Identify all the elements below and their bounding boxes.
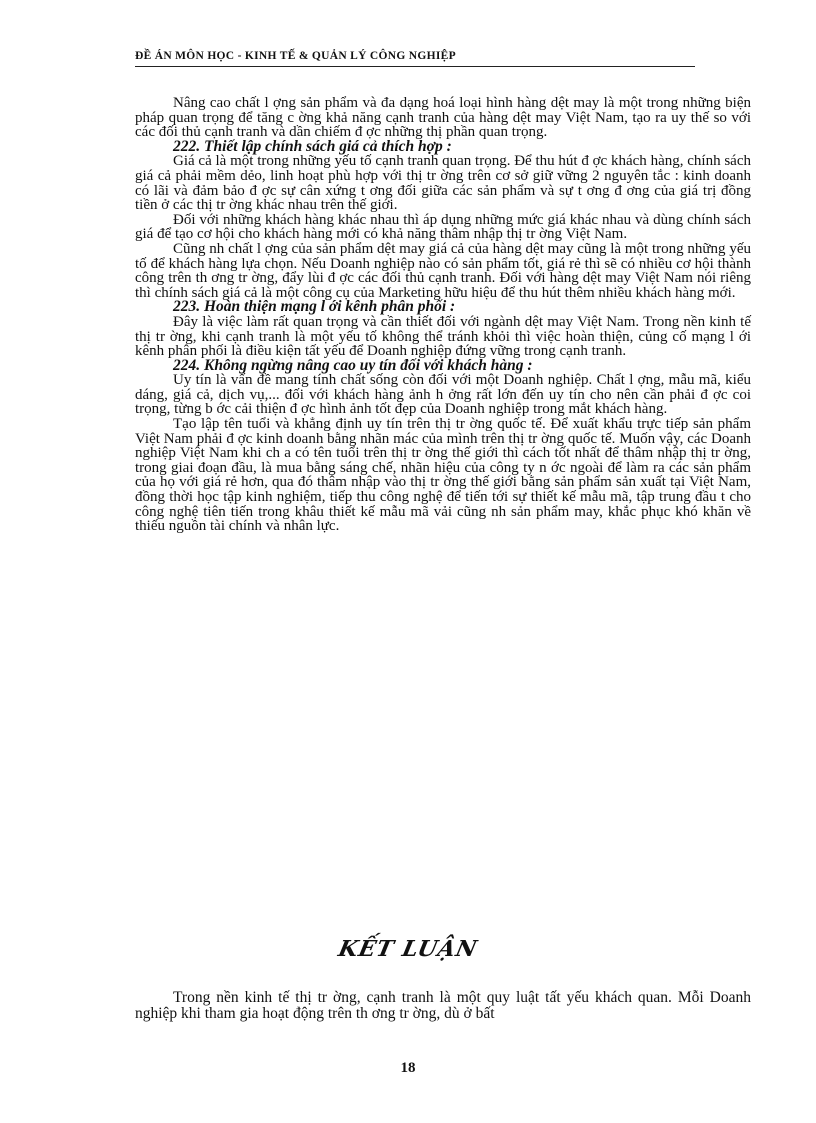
document-body xyxy=(135,96,751,534)
conclusion-title: KẾT LUẬN xyxy=(335,936,481,962)
paragraph-pricing-policy: Giá cả là một trong những yếu tố cạnh tranh quan trọng. Để thu hút đ ợc khách hàng, chính sách giá cả phải mềm dẻo, linh hoạt phù hợp với thị tr ờng trên cơ sở giữ vững 2 nguyên tắc : kinh doanh có lãi và đảm bảo đ ợc sự cân xứng t ơng đối giữa các sản phẩm và sự t ơng đ ơng của giá trị đồng tiền ở các thị tr ờng khác nhau trên thế giới. xyxy=(135,153,751,214)
running-header: ĐỀ ÁN MÔN HỌC - KINH TẾ & QUẢN LÝ CÔNG NGHIỆP xyxy=(135,50,456,62)
paragraph-brand: Tạo lập tên tuổi và khẳng định uy tín trên thị tr ờng quốc tế. Để xuất khẩu trực tiếp sản phẩm Việt Nam phải đ ợc kinh doanh bằng nhãn mác của mình trên thị tr ờng quốc tế. Muốn vậy, các Doanh nghiệp Việt Nam khi ch a có tên tuổi trên thị tr ờng thế giới thì cách tốt nhất để thâm nhập thị tr ờng, trong giai đoạn đầu, là mua bằng sáng chế, nhãn hiệu của công ty n ớc ngoài để làm ra các sản phẩm của họ với giá rẻ hơn, qua đó thâm nhập vào thị tr ờng thế giới bằng sản phẩm sản xuất tại Việt Nam, đồng thời học tập kinh nghiệm, tiếp thu công nghệ để tiến tới sự thiết kế mẫu mã, tập trung đầu t cho công nghệ tiên tiến trong khâu thiết kế mẫu mã vải cũng nh sản phẩm may, khắc phục khó khăn về thiếu nguồn tài chính và nhân lực. xyxy=(135,416,751,535)
conclusion-paragraph: Trong nền kinh tế thị tr ờng, cạnh tranh là một quy luật tất yếu khách quan. Mỗi Doanh nghiệp khi tham gia hoạt động trên th ơng tr ờng, dù ở bất xyxy=(135,989,751,1022)
paragraph-reputation: Uy tín là vấn đề mang tính chất sống còn đối với một Doanh nghiệp. Chất l ợng, mẫu mã, kiểu dáng, giá cả, dịch vụ,... đối với khách hàng ảnh h ởng rất lớn đến uy tín cho nên cần phải đ ợc coi trọng, từng b ớc cải thiện đ ợc hình ảnh tốt đẹp của Doanh nghiệp trong mắt khách hàng. xyxy=(135,372,751,418)
heading-223: 223. Hoàn thiện mạng l ới kênh phân phối : xyxy=(173,298,456,316)
heading-224: 224. Không ngừng nâng cao uy tín đối với khách hàng : xyxy=(173,356,533,374)
header-rule xyxy=(135,66,695,67)
paragraph-quality: Nâng cao chất l ợng sản phẩm và đa dạng hoá loại hình hàng dệt may là một trong những biện pháp quan trọng để tăng c ờng khả năng cạnh tranh của hàng dệt may Việt Nam, tạo ra uy thế so với các đối thủ cạnh tranh và dần chiếm đ ợc những thị phần quan trọng. xyxy=(135,95,751,141)
paragraph-pricing-customers: Đối với những khách hàng khác nhau thì áp dụng những mức giá khác nhau và dùng chính sách giá để tạo cơ hội cho khách hàng mới có khả năng thâm nhập thị tr ờng Việt Nam. xyxy=(135,211,751,243)
heading-222: 222. Thiết lập chính sách giá cả thích hợp : xyxy=(173,137,452,155)
paragraph-distribution: Đây là việc làm rất quan trọng và cần thiết đối với ngành dệt may Việt Nam. Trong nền kinh tế thị tr ờng, khi cạnh tranh là một yếu tố không thể tránh khỏi thì việc hoàn thiện, củng cố mạng l ới kênh phân phối là điều kiện tất yếu để Doanh nghiệp đứng vững trong cạnh tranh. xyxy=(135,313,751,360)
conclusion-section xyxy=(135,990,751,1022)
page-number: 18 xyxy=(400,1060,416,1076)
paragraph-pricing-choice: Cũng nh chất l ợng của sản phẩm dệt may giá cả của hàng dệt may cũng là một trong những yếu tố để khách hàng lựa chọn. Nếu Doanh nghiệp nào có sản phẩm tốt, giá rẻ thì sẽ có nhiều cơ hội thành công trên th ơng tr ờng, đẩy lùi đ ợc các đối thủ cạnh tranh. Đối với hàng dệt may Việt Nam nói riêng thì chính sách giá cả là một công cụ của Marketing hữu hiệu để thu hút thêm nhiều khách hàng mới. xyxy=(135,240,751,301)
